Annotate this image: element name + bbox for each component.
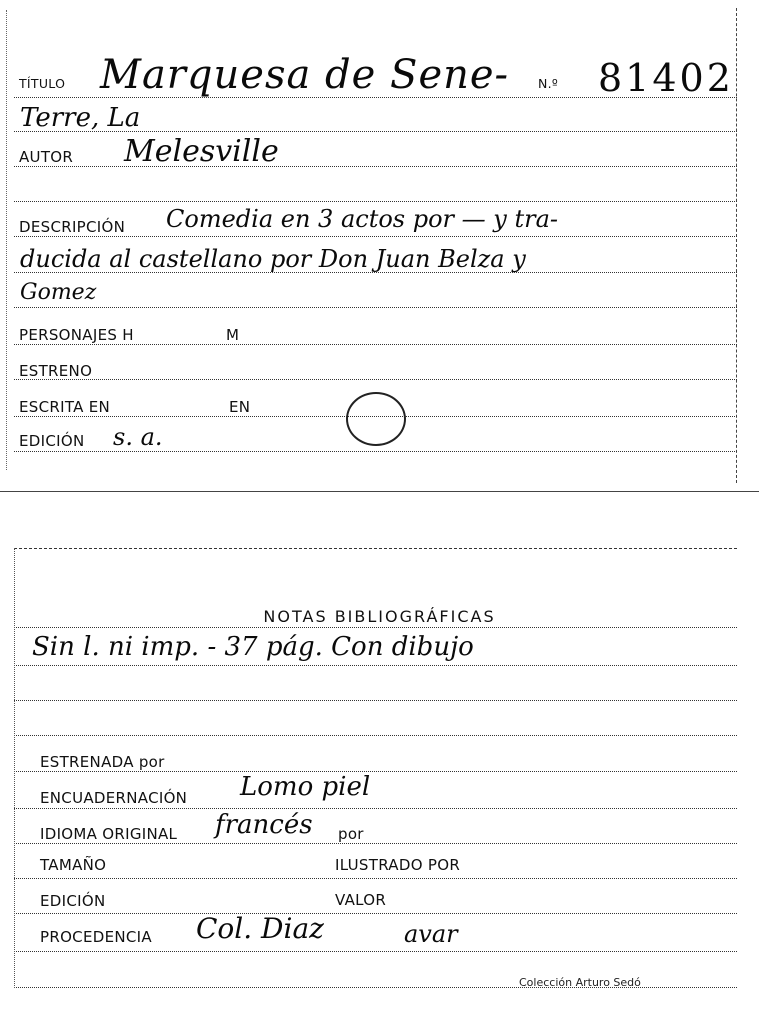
rule	[14, 166, 737, 167]
rule	[14, 665, 737, 666]
rule	[14, 771, 737, 772]
autor-label: AUTOR	[19, 148, 74, 166]
titulo-continuation: Terre, La	[20, 103, 141, 133]
estreno-label: ESTRENO	[19, 362, 93, 380]
personajes-label: PERSONAJES H	[19, 326, 134, 344]
escrita-en-label: EN	[229, 398, 251, 416]
descripcion-line-1: Comedia en 3 actos por — y tra-	[166, 205, 558, 233]
numero-label: N.º	[538, 76, 559, 91]
card-number: 81402	[598, 56, 734, 100]
card-edge	[6, 10, 7, 470]
rule	[14, 843, 737, 844]
ilustrado-label: ILUSTRADO POR	[335, 856, 461, 874]
procedencia-value: Col. Diaz	[196, 912, 324, 945]
rule	[14, 700, 737, 701]
rule	[14, 808, 737, 809]
titulo-label: TÍTULO	[19, 76, 66, 91]
estrenada-label: ESTRENADA por	[40, 753, 165, 771]
rule	[14, 236, 737, 237]
titulo-value: Marquesa de Sene-	[100, 52, 510, 98]
descripcion-line-2: ducida al castellano por Don Juan Belza y	[20, 245, 526, 273]
notas-title: NOTAS BIBLIOGRÁFICAS	[263, 607, 496, 626]
rule	[14, 379, 737, 380]
rule	[14, 344, 737, 345]
punch-hole-circle	[346, 392, 406, 446]
card-right-border	[736, 8, 737, 483]
autor-value: Melesville	[124, 134, 279, 169]
escrita-label: ESCRITA EN	[19, 398, 111, 416]
card-separator	[0, 491, 759, 492]
rule	[14, 627, 737, 628]
rule	[14, 307, 737, 308]
edicion-label: EDICIÓN	[40, 892, 106, 910]
collection-footer: Colección Arturo Sedó	[519, 976, 641, 989]
valor-label: VALOR	[335, 891, 387, 909]
rule	[14, 451, 737, 452]
catalog-card-front	[0, 0, 759, 495]
rule	[14, 548, 737, 549]
personajes-m-label: M	[226, 326, 240, 344]
rule	[14, 878, 737, 879]
encuadernacion-value: Lomo piel	[240, 772, 371, 802]
edicion-value: s. a.	[113, 423, 163, 451]
idioma-por-label: por	[338, 825, 364, 843]
idioma-value: francés	[215, 810, 313, 840]
procedencia-label: PROCEDENCIA	[40, 928, 152, 946]
rule	[14, 201, 737, 202]
procedencia-value-end: avar	[404, 920, 458, 948]
rule	[14, 913, 737, 914]
rule	[14, 735, 737, 736]
idioma-label: IDIOMA ORIGINAL	[40, 825, 178, 843]
encuadernacion-label: ENCUADERNACIÓN	[40, 789, 188, 807]
descripcion-label: DESCRIPCIÓN	[19, 218, 126, 236]
rule	[14, 951, 737, 952]
tamano-label: TAMAÑO	[40, 856, 107, 874]
descripcion-line-3: Gomez	[20, 280, 97, 305]
notas-value: Sin l. ni imp. - 37 pág. Con dibujo	[32, 632, 474, 662]
edicion-label: EDICIÓN	[19, 432, 85, 450]
